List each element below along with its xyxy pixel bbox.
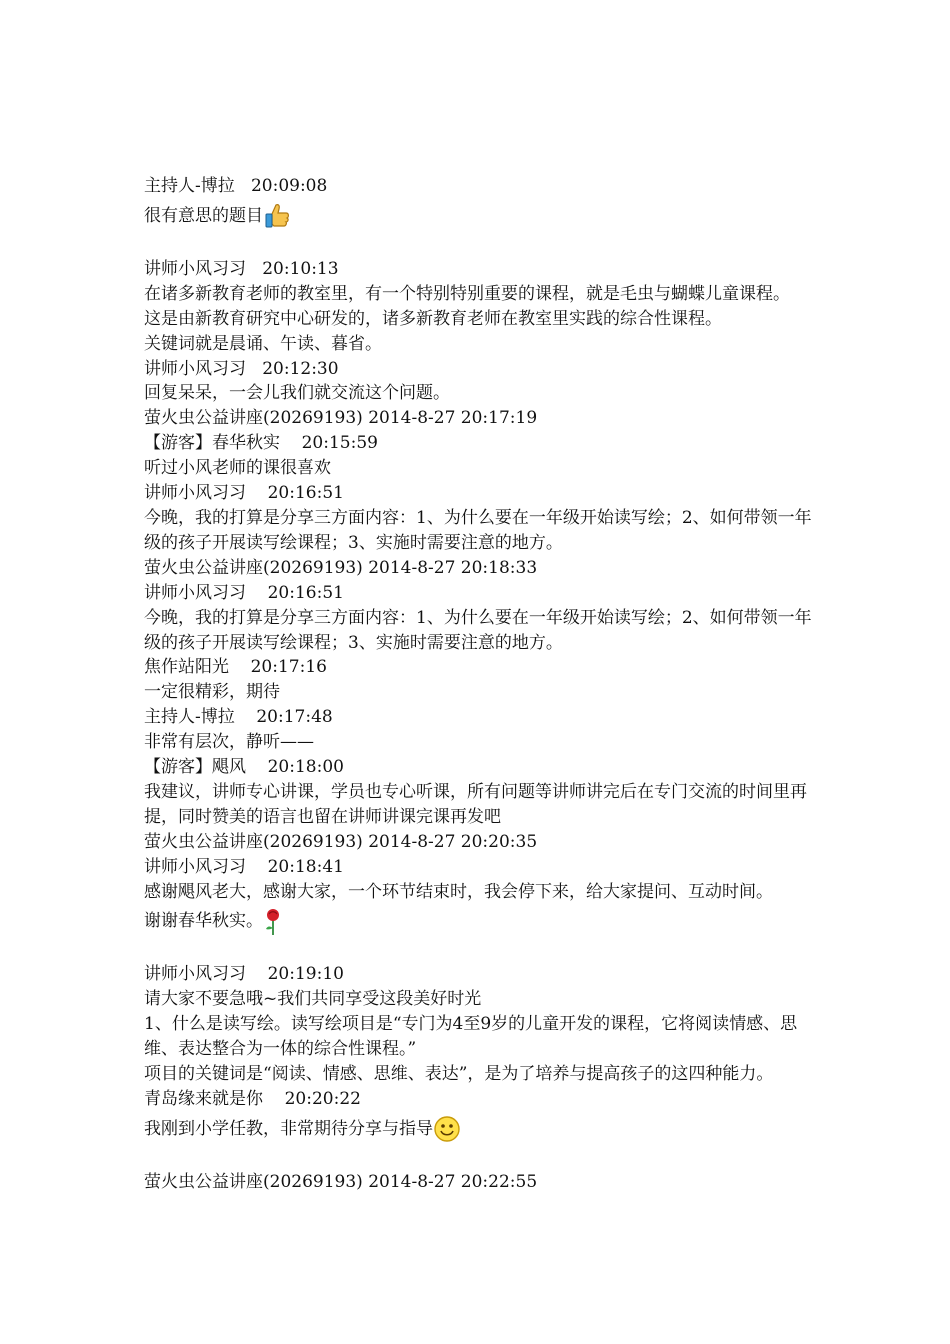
smile-icon [433, 1115, 461, 1143]
message-header: 焦作站阳光 20:17:16 [144, 657, 327, 678]
message-text [144, 1112, 824, 1146]
message-header: 【游客】飓风 20:18:00 [144, 757, 344, 778]
message-header: 青岛缘来就是你 20:20:22 [144, 1089, 361, 1109]
message-text: 在诸多新教育老师的教室里，有一个特别特别重要的课程，就是毛虫与蝴蝶儿童课程。 [144, 283, 790, 304]
message-text-content: 谢谢春华秋实。 [144, 911, 263, 932]
message-text: 今晚，我的打算是分享三方面内容：1、为什么要在一年级开始读写绘；2、如何带领一年级的孩子开展读写绘课程；3、实施时需要注意的地方。 [144, 607, 812, 653]
message-header: 主持人-博拉 20:17:48 [144, 707, 333, 728]
message-header: 讲师小风习习 20:12:30 [144, 358, 339, 379]
message-header: 主持人-博拉 20:09:08 [144, 176, 328, 196]
message-header: 萤火虫公益讲座(20269193) 2014-8-27 20:18:33 [144, 557, 538, 578]
message-header: 讲师小风习习 20:16:51 [144, 483, 344, 504]
message-header: 萤火虫公益讲座(20269193) 2014-8-27 20:20:35 [144, 831, 538, 852]
rose-icon [263, 908, 283, 936]
message-text: 1、什么是读写绘。读写绘项目是“专门为4至9岁的儿童开发的课程，它将阅读情感、思维、表达整合为一体的综合性课程。” [144, 1014, 798, 1060]
message-header: 萤火虫公益讲座(20269193) 2014-8-27 20:17:19 [144, 408, 538, 429]
message-text: 感谢飓风老大，感谢大家，一个环节结束时，我会停下来，给大家提问、互动时间。 [144, 881, 773, 902]
message-header: 讲师小风习习 20:18:41 [144, 856, 344, 877]
message-header: 【游客】春华秋实 20:15:59 [144, 433, 378, 454]
chat-transcript [144, 174, 824, 1195]
message-text: 今晚，我的打算是分享三方面内容：1、为什么要在一年级开始读写绘；2、如何带领一年级的孩子开展读写绘课程；3、实施时需要注意的地方。 [144, 507, 812, 553]
message-text: 请大家不要急哦~我们共同享受这段美好时光 [144, 989, 482, 1010]
message-text: 项目的关键词是“阅读、情感、思维、表达”，是为了培养与提高孩子的这四种能力。 [144, 1064, 774, 1085]
message-text: 这是由新教育研究中心研发的，诸多新教育老师在教室里实践的综合性课程。 [144, 308, 722, 329]
message-header: 讲师小风习习 20:19:10 [144, 964, 344, 985]
message-header: 讲师小风习习 20:16:51 [144, 582, 344, 603]
message-text [144, 904, 824, 938]
message-text: 我建议，讲师专心讲课，学员也专心听课，所有问题等讲师讲完后在专门交流的时间里再提，同时赞美的语言也留在讲师讲课完课再发吧 [144, 781, 807, 827]
message-text: 非常有层次，静听—— [144, 732, 314, 753]
message-text: 听过小风老师的课很喜欢 [144, 458, 331, 479]
message-text [144, 199, 824, 233]
message-header: 萤火虫公益讲座(20269193) 2014-8-27 20:22:55 [144, 1171, 538, 1192]
message-header: 讲师小风习习 20:10:13 [144, 258, 339, 279]
message-text: 一定很精彩，期待 [144, 682, 280, 703]
thumbs-up-icon [263, 202, 291, 230]
message-text-content: 很有意思的题目 [144, 205, 263, 226]
message-text-content: 我刚到小学任教，非常期待分享与指导 [144, 1118, 433, 1139]
message-text: 回复呆呆，一会儿我们就交流这个问题。 [144, 383, 450, 404]
message-text: 关键词就是晨诵、午读、暮省。 [144, 333, 382, 354]
